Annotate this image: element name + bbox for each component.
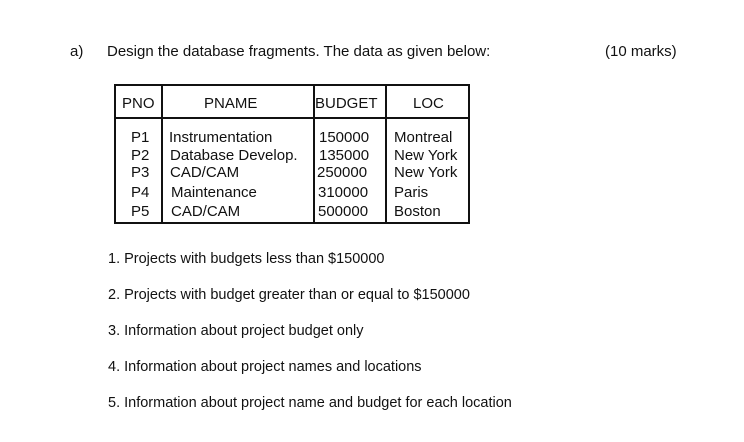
cell-budget: 135000	[319, 147, 370, 164]
cell-loc: New York	[394, 164, 458, 181]
cell-pname: Database Develop.	[170, 147, 298, 164]
header-budget: BUDGET	[315, 95, 378, 112]
header-pname: PNAME	[204, 95, 258, 112]
cell-pno: P1	[131, 129, 150, 146]
header-pno: PNO	[122, 95, 155, 112]
requirement-item: 3. Information about project budget only	[108, 323, 364, 339]
requirement-item: 1. Projects with budgets less than $150000	[108, 251, 385, 267]
cell-pname: CAD/CAM	[170, 164, 240, 181]
header-loc: LOC	[413, 95, 444, 112]
column-divider	[161, 86, 163, 222]
cell-budget: 150000	[319, 129, 370, 146]
cell-pno: P4	[131, 184, 150, 201]
requirement-item: 5. Information about project name and budget for each location	[108, 395, 512, 411]
requirement-item: 2. Projects with budget greater than or equal to $150000	[108, 287, 470, 303]
cell-loc: Montreal	[394, 129, 453, 146]
cell-pno: P3	[131, 164, 150, 181]
question-label: a)	[70, 43, 84, 60]
cell-pno: P5	[131, 203, 150, 220]
cell-budget: 250000	[317, 164, 368, 181]
marks-label: (10 marks)	[605, 43, 677, 60]
cell-pname: Instrumentation	[169, 129, 273, 146]
cell-loc: Boston	[394, 203, 441, 220]
question-text: Design the database fragments. The data as given below:	[107, 43, 491, 60]
cell-pname: Maintenance	[171, 184, 257, 201]
cell-pname: CAD/CAM	[171, 203, 241, 220]
requirement-item: 4. Information about project names and locations	[108, 359, 422, 375]
column-divider	[385, 86, 387, 222]
cell-pno: P2	[131, 147, 150, 164]
cell-loc: New York	[394, 147, 458, 164]
cell-loc: Paris	[394, 184, 429, 201]
header-divider	[116, 117, 468, 119]
cell-budget: 500000	[318, 203, 369, 220]
project-table	[114, 84, 470, 224]
cell-budget: 310000	[318, 184, 369, 201]
